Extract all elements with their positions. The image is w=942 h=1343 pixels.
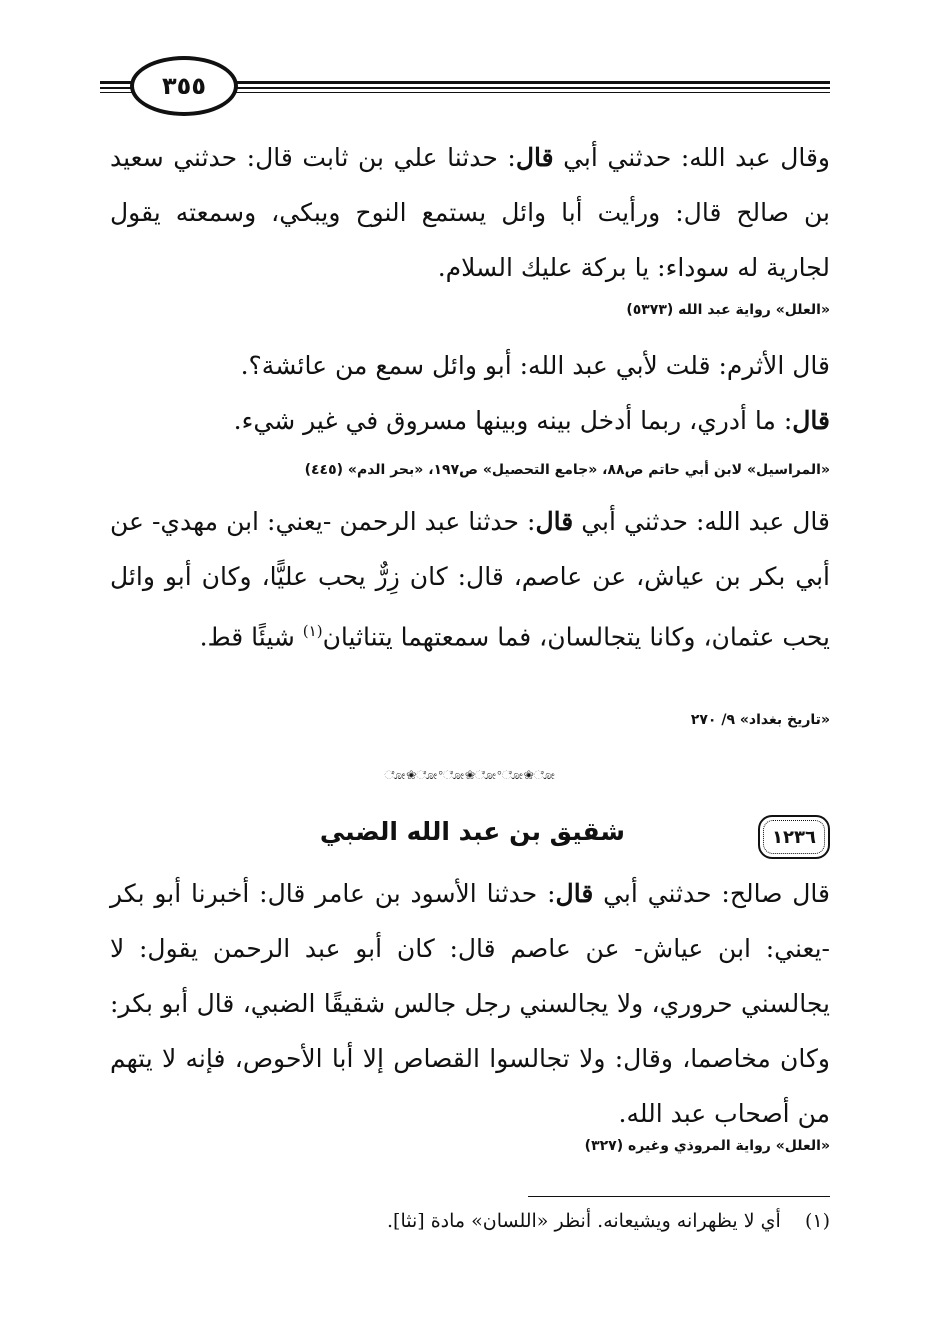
entry2-paragraph	[110, 338, 830, 448]
footnote-text: أي لا يظهرانه ويشيعانه. أنظر «اللسان» مادة [نثا].	[387, 1210, 781, 1232]
entry2-source: «المراسيل» لابن أبي حاتم ص٨٨، «جامع التحصيل» ص١٩٧، «بحر الدم» (٤٤٥)	[304, 462, 830, 478]
entry2-line2: قال: ما أدري، ربما أدخل بينه وبينها مسروق في غير شيء.	[233, 406, 830, 435]
section-heading	[110, 813, 830, 863]
entry3-text: قال عبد الله: حدثني أبي قال: حدثنا عبد الرحمن -يعني: ابن مهدي- عن أبي بكر بن عياش، عن عاصم، قال: كان زِرٌّ يحب عليًّا، وكان أبو وائل يحب عثمان، وكانا يتجالسان، فما سمعتهما يتناثيان$^{(١)}$ شيئًا قط.	[110, 507, 830, 652]
section-source: «العلل» رواية المروذي وغيره (٣٢٧)	[584, 1138, 830, 1154]
entry3-source: «تاريخ بغداد» ٩/ ٢٧٠	[690, 712, 830, 728]
footnote-ref[interactable]: (١)	[302, 622, 323, 640]
footnote-marker: (١)	[804, 1210, 830, 1232]
section-text: قال صالح: حدثني أبي قال: حدثنا الأسود بن عامر قال: أخبرنا أبو بكر -يعني: ابن عياش- عن عاصم قال: كان أبو عبد الرحمن يقول: لا يجالسني حروري، ولا يجالسني رجل جالس شقيقًا الضبي، قال أبو بكر: وكان مخاصما، وقال: ولا تجالسوا القصاص إلا أبا الأحوص، فإنه لا يتهم من أصحاب عبد الله.	[110, 879, 831, 1128]
entry1-text: وقال عبد الله: حدثني أبي قال: حدثنا علي بن ثابت قال: حدثني سعيد بن صالح قال: ورأيت أبا وائل يستمع النوح ويبكي، وسمعته يقول لجارية له سوداء: يا بركة عليك السلام.	[110, 143, 830, 282]
section-paragraph	[110, 866, 830, 1141]
entry2-line1: قال الأثرم: قلت لأبي عبد الله: أبو وائل سمع من عائشة؟.	[240, 351, 830, 380]
page-header	[100, 54, 830, 120]
entry3-paragraph	[110, 494, 830, 664]
footnote-separator	[528, 1196, 830, 1197]
section-title: شقيق بن عبد الله الضبي	[319, 817, 625, 846]
entry1-paragraph	[110, 130, 830, 295]
entry1-source: «العلل» رواية عبد الله (٥٣٧٣)	[626, 302, 830, 318]
section-divider-ornament: ೋ❀ೋ°ೋ❀ೋ°ೋ❀ೋ	[384, 768, 556, 782]
footnote	[110, 1210, 830, 1232]
entry-number-badge: ١٢٣٦	[758, 815, 830, 859]
page-number: ٣٥٥	[130, 56, 238, 116]
